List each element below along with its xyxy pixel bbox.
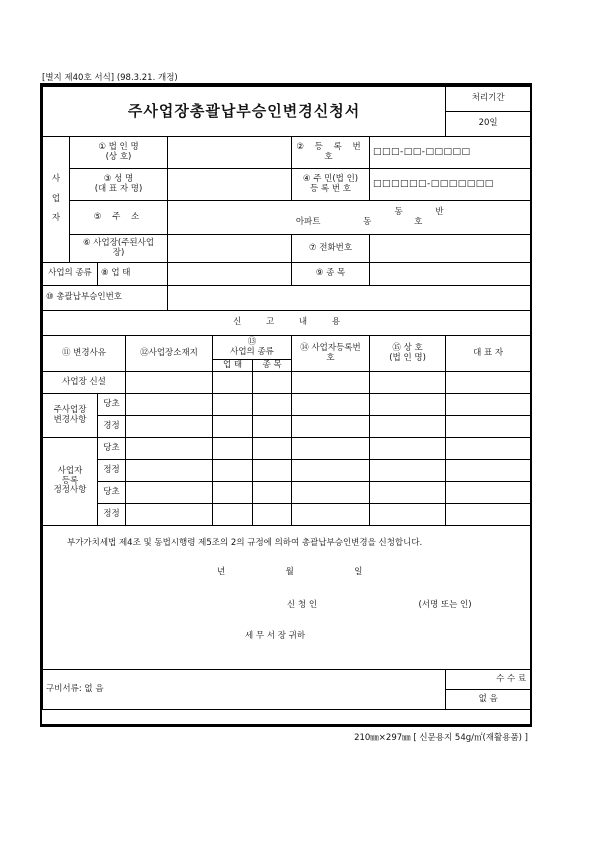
col-trade-name: ⑮ 상 호 (법 인 명) [370,336,446,372]
fee-label: 수 수 료 [446,670,531,690]
cell[interactable] [370,482,446,504]
row-before: 당초 [98,482,126,504]
business-status-field[interactable] [168,263,292,286]
col-status: 업 태 [213,360,253,372]
cell[interactable] [213,372,253,394]
name-field[interactable] [168,169,292,201]
cell[interactable] [446,504,531,526]
col-business-reg-no: ⑭ 사업자등록번 호 [292,336,370,372]
cell[interactable] [213,460,253,482]
cell[interactable] [253,504,292,526]
phone-label: ⑦ 전화번호 [292,235,370,263]
fee-value: 없 음 [446,690,531,710]
col-change-reason: ⑪ 변경사유 [43,336,126,372]
phone-field[interactable] [370,235,531,263]
reg-no-label: ② 등 록 번 호 [292,137,370,169]
resident-no-field[interactable]: □□□□□□-□□□□□□□ [370,169,531,201]
cell[interactable] [292,504,370,526]
corp-name-label: ① 법 인 명 (상 호) [70,137,168,169]
application-form [40,83,532,727]
cell[interactable] [253,460,292,482]
approval-no-label: ⑩ 총괄납부승인번호 [43,286,168,311]
cell[interactable] [126,394,213,416]
cell[interactable] [446,460,531,482]
cell[interactable] [370,460,446,482]
cell[interactable] [292,482,370,504]
cell[interactable] [370,394,446,416]
business-type-label: 사업의 종류 [43,263,98,286]
business-item-label: ⑨ 종 목 [292,263,370,286]
cell[interactable] [126,372,213,394]
cell[interactable] [253,438,292,460]
cell[interactable] [446,372,531,394]
col-workplace-location: ⑫사업장소재지 [126,336,213,372]
cell[interactable] [253,372,292,394]
row-before: 당초 [98,438,126,460]
workplace-label: ⑥ 사업장(주된사업 장) [70,235,168,263]
cell[interactable] [292,416,370,438]
date-line: 년 월 일 [217,567,363,577]
cell[interactable] [446,482,531,504]
cell[interactable] [213,416,253,438]
approval-no-field[interactable] [168,286,531,311]
paper-spec-footer: 210㎜×297㎜ [ 신문용지 54g/㎡(재활용품) ] [354,733,528,743]
business-item-field[interactable] [370,263,531,286]
address-label: ⑤ 주 소 [70,201,168,235]
cell[interactable] [213,482,253,504]
cell[interactable] [126,438,213,460]
sign-note: (서명 또는 인) [418,600,472,610]
cell[interactable] [370,438,446,460]
declaration-block [43,526,531,670]
cell[interactable] [370,416,446,438]
workplace-field[interactable] [168,235,292,263]
row-corrected: 정정 [98,460,126,482]
row-after: 경정 [98,416,126,438]
applicant-sign-line: 신 청 인 (서명 또는 인) [287,600,472,610]
cell[interactable] [213,438,253,460]
address-field[interactable]: 동 반 아파트 동 호 [168,201,531,235]
corp-name-field[interactable] [168,137,292,169]
form-header-note: [별지 제40호 서식] (98.3.21. 개정) [42,73,178,83]
required-docs: 구비서류: 없 음 [43,670,446,710]
cell[interactable] [446,438,531,460]
row-main-change: 주사업장 변경사항 [43,394,98,438]
row-new-workplace: 사업장 신설 [43,372,126,394]
form-table [42,86,531,710]
processing-period-value: 20일 [446,112,531,137]
report-section-title: 신 고 내 용 [43,311,531,336]
name-label: ③ 성 명 (대 표 자 명) [70,169,168,201]
row-correction: 사업자 등록 정정사항 [43,438,98,526]
row-corrected: 정정 [98,504,126,526]
cell[interactable] [370,372,446,394]
col-business-type: ⑬ 사업의 종류 [213,336,292,360]
cell[interactable] [126,504,213,526]
cell[interactable] [213,394,253,416]
cell[interactable] [446,416,531,438]
cell[interactable] [253,394,292,416]
resident-no-label: ④ 주 민(법 인) 등 록 번 호 [292,169,370,201]
cell[interactable] [126,482,213,504]
form-title: 주사업장총괄납부승인변경신청서 [43,87,446,137]
cell[interactable] [213,504,253,526]
cell[interactable] [126,416,213,438]
cell[interactable] [292,438,370,460]
row-before: 당초 [98,394,126,416]
cell[interactable] [253,416,292,438]
applicant-side-label: 사 업 자 [43,137,70,263]
declaration-text: 부가가치세법 제4조 및 동법시행령 제5조의 2의 규정에 의하여 총괄납부승인변경을 신청합니다. [67,538,423,548]
business-status-label: ⑧ 업 태 [98,263,168,286]
cell[interactable] [370,504,446,526]
cell[interactable] [292,394,370,416]
col-item: 종 목 [253,360,292,372]
reg-no-field[interactable]: □□□-□□-□□□□□ [370,137,531,169]
cell[interactable] [253,482,292,504]
col-representative: 대 표 자 [446,336,531,372]
cell[interactable] [126,460,213,482]
cell[interactable] [292,460,370,482]
processing-period-label: 처리기간 [446,87,531,112]
cell[interactable] [292,372,370,394]
addressee: 세 무 서 장 귀하 [245,631,306,641]
cell[interactable] [446,394,531,416]
